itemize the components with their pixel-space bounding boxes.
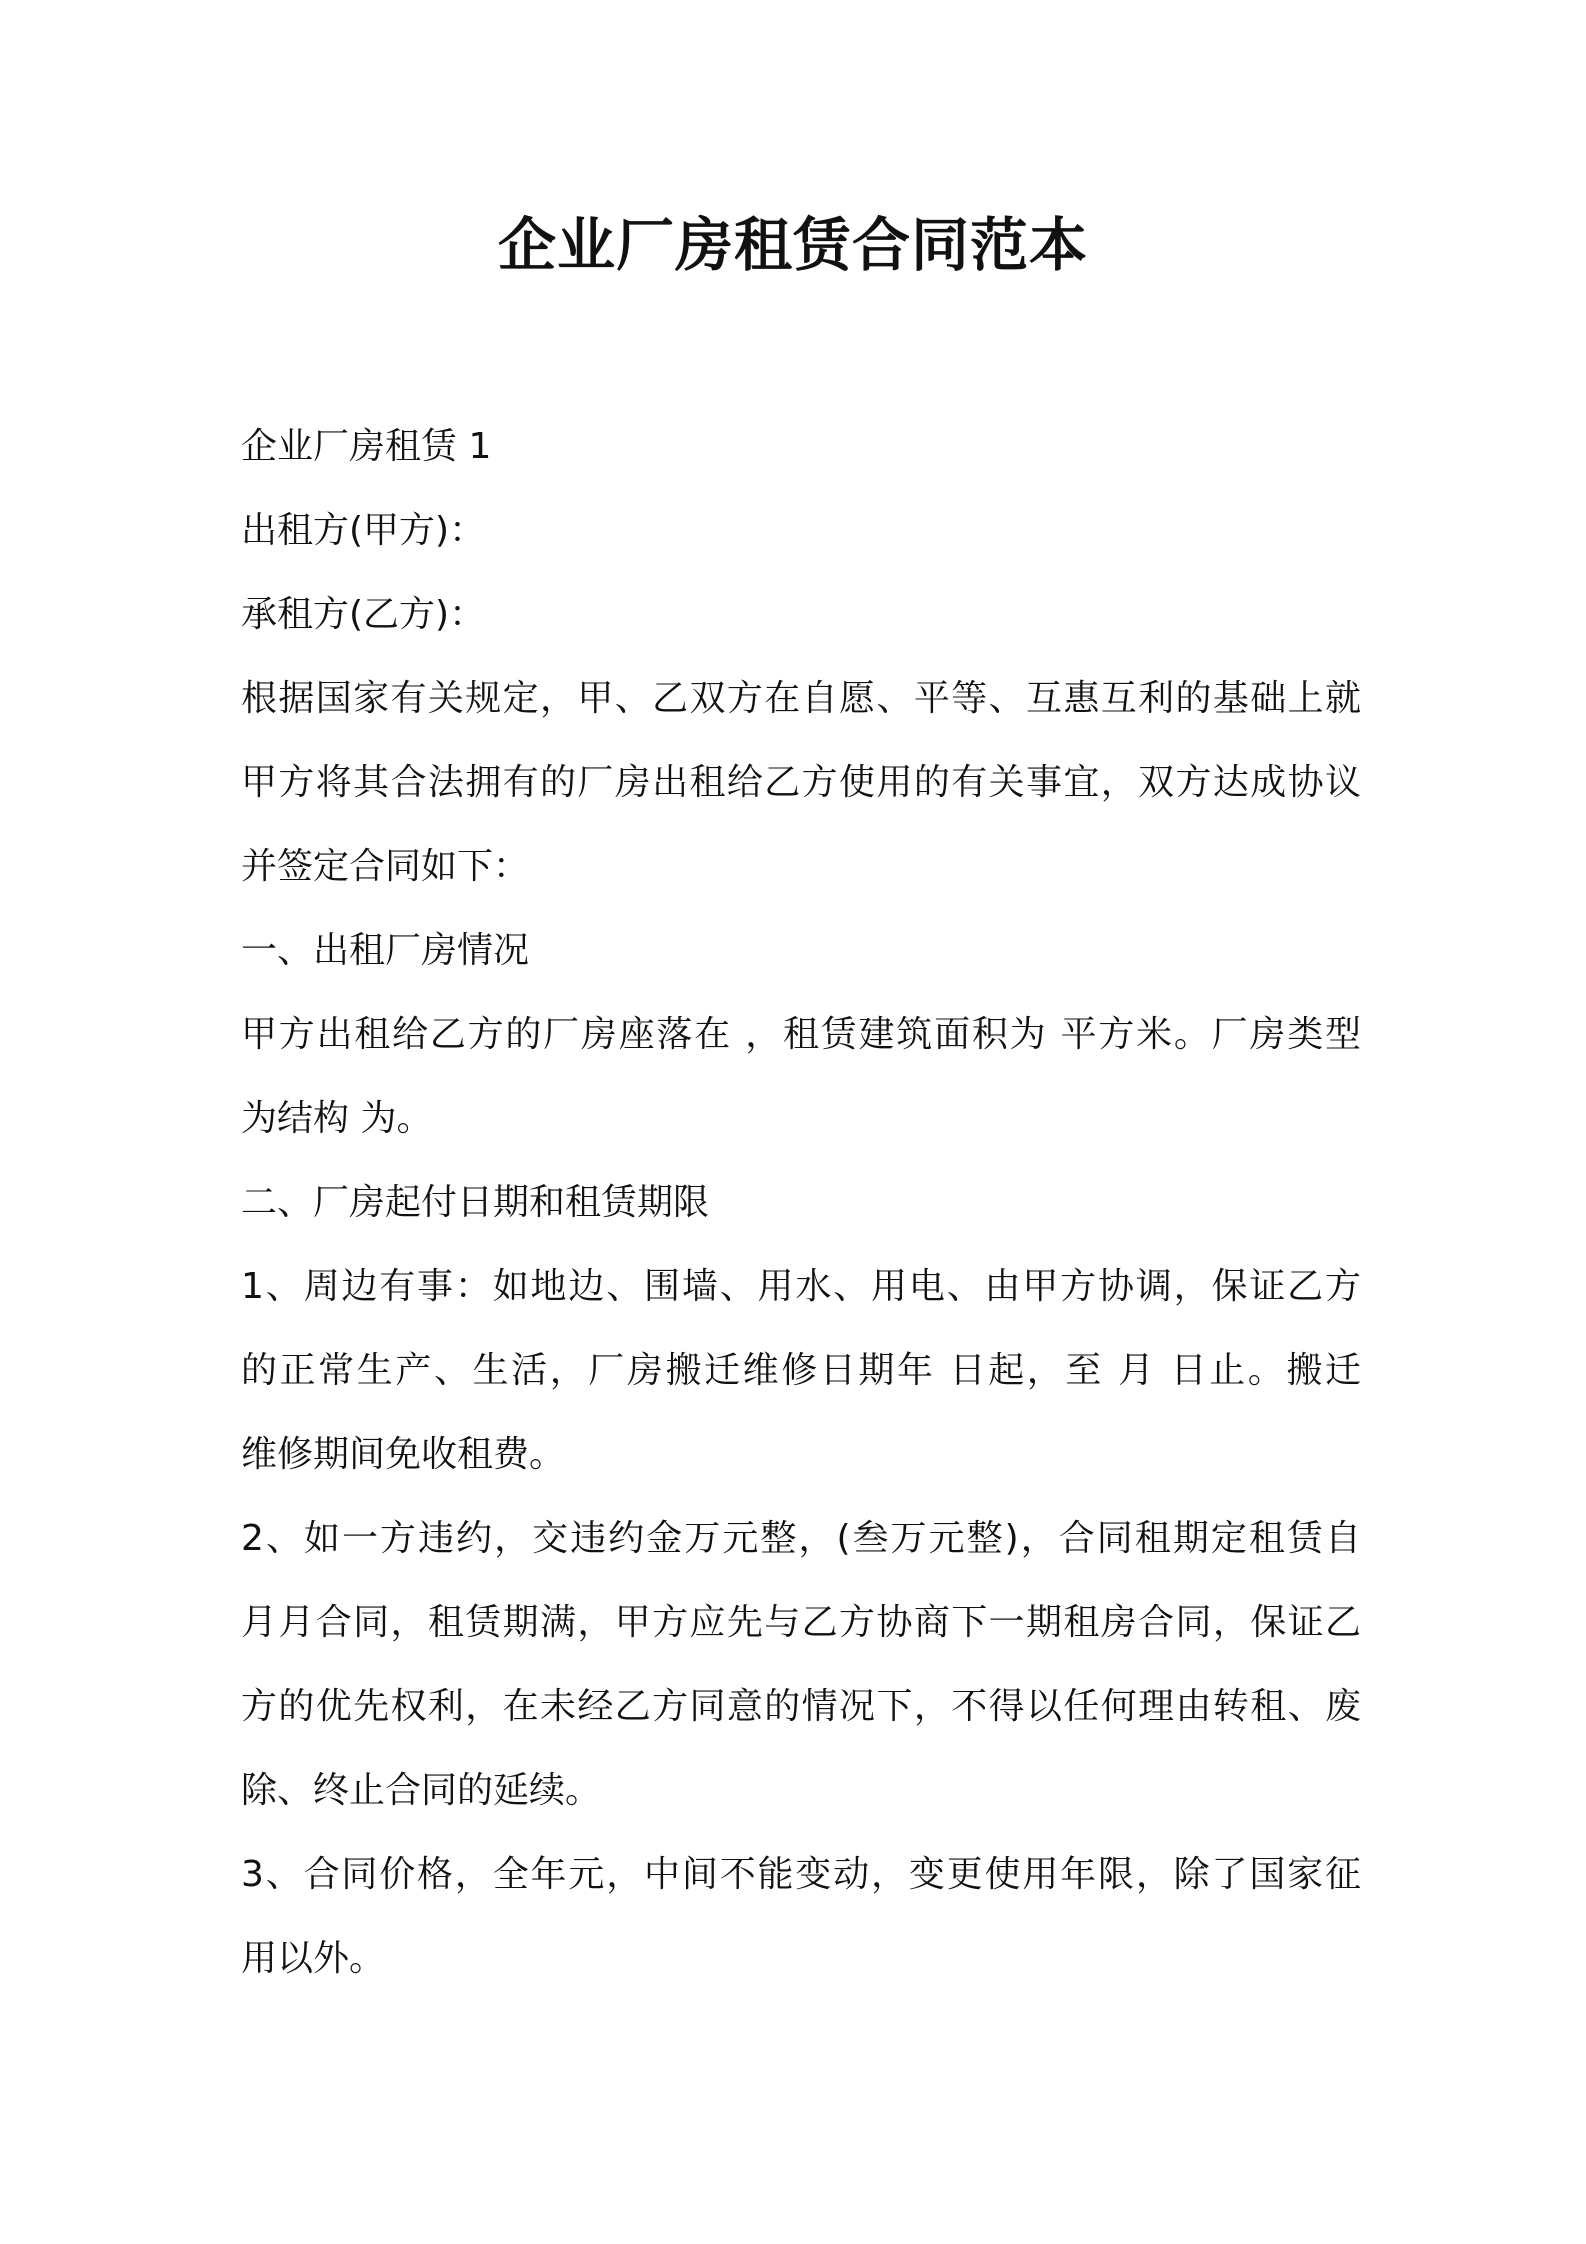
paragraph-line: 的正常生产、生活，厂房搬迁维修日期年 日起，至 月 日止。搬迁 [241,1350,1361,1391]
paragraph-line: 维修期间免收租费。 [241,1434,566,1475]
paragraph-line: 除、终止合同的延续。 [241,1770,602,1811]
paragraph-line: 为结构 为。 [241,1098,433,1139]
paragraph-line: 3、合同价格，全年元，中间不能变动，变更使用年限，除了国家征 [241,1854,1361,1895]
section-heading: 一、出租厂房情况 [241,930,530,971]
paragraph-line: 月月合同，租赁期满，甲方应先与乙方协商下一期租房合同，保证乙 [241,1602,1361,1643]
paragraph-line: 甲方出租给乙方的厂房座落在 ，租赁建筑面积为 平方米。厂房类型 [241,1014,1361,1055]
paragraph-line: 甲方将其合法拥有的厂房出租给乙方使用的有关事宜，双方达成协议 [241,762,1361,803]
paragraph-line: 承租方(乙方)： [241,594,486,635]
section-heading: 二、厂房起付日期和租赁期限 [241,1182,710,1223]
document-title: 企业厂房租赁合同范本 [497,211,1088,279]
document-body [241,405,1361,2001]
paragraph-line: 企业厂房租赁 1 [241,426,492,467]
paragraph-line: 1、周边有事：如地边、围墙、用水、用电、由甲方协调，保证乙方 [241,1266,1361,1307]
paragraph-line: 用以外。 [241,1938,386,1979]
paragraph-line: 2、如一方违约，交违约金万元整，(叁万元整)，合同租期定租赁自 [241,1518,1361,1559]
paragraph-line: 并签定合同如下： [241,846,530,887]
paragraph-line: 出租方(甲方)： [241,510,486,551]
paragraph-line: 方的优先权利，在未经乙方同意的情况下，不得以任何理由转租、废 [241,1686,1361,1727]
paragraph-line: 根据国家有关规定，甲、乙双方在自愿、平等、互惠互利的基础上就 [241,678,1361,719]
